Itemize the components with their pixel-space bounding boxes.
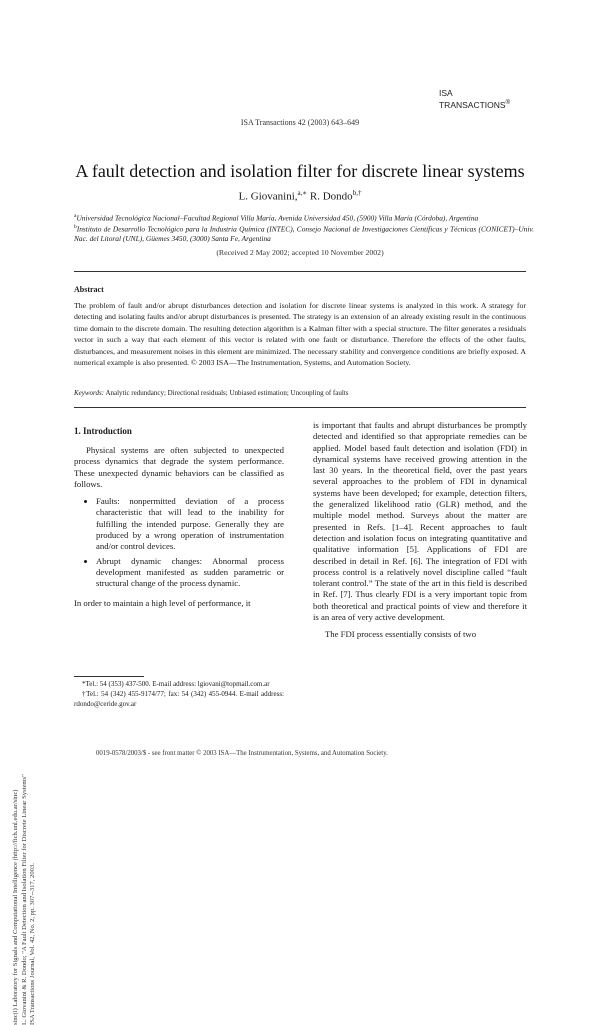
abstract-text: The problem of fault and/or abrupt disturbances detection and isolation for discrete linear systems is analyzed in this work. A strategy for detecting and isolating faults and/or abrupt disturbances is presented. The strategy is an extension of an already existing result in the continuous time domain to the discrete domain. The resulting detection algorithm is a Kalman filter with a special structure. The filter generates a residuals vector in such a way that each element of this vector is related with one fault or disturbance. Therefore the effects of the other faults, disturbances, and measurement noises in this element are minimized. The necessary stability and convergence conditions are briefly exposed. A numerical example is also presented. © 2003 ISA—The Instrumentation, Systems, and Automation Society.	[74, 301, 526, 368]
author-1-marks: a,∗	[297, 189, 308, 197]
right-column	[313, 420, 527, 647]
affiliation-a: $^a$Universidad Tecnológica Nacional–Facultad Regional Villa María, Avenida Universidad 450, (5900) Villa María (Córdoba), Argentina	[74, 213, 479, 223]
intro-paragraph-4: The FDI process essentially consists of two	[325, 629, 477, 640]
logo-line-1: ISA	[438, 88, 453, 98]
author-list	[0, 189, 600, 203]
author-2: R. Dondo	[309, 190, 353, 203]
footnote-1: *Tel.: 54 (353) 437-500. E-mail address: lgiovani@topmail.com.ar	[82, 680, 270, 688]
paper-title: A fault detection and isolation filter for discrete linear systems	[75, 161, 525, 181]
section-heading: 1. Introduction	[74, 426, 132, 436]
intro-paragraph-2: In order to maintain a high level of performance, it	[74, 597, 251, 608]
author-1: L. Giovanini,	[238, 190, 298, 203]
margin-line-1: sinc(i) Laboratory for Signals and Computational Intelligence (http://fich.unl.edu.ar/sinc)	[12, 789, 19, 1025]
author-2-marks: b,†	[352, 189, 362, 197]
affiliation-b: $^b$Instituto de Desarrollo Tecnológico para la Industria Química (INTEC), Consejo Nacional de Investigaciones Científicas y Técnicas (CONICET)–Univ. Nac. del Litoral (UNL), Güemes 3450, (3000) Santa Fe, Argentina	[74, 224, 534, 244]
affiliations	[74, 212, 534, 244]
list-item: • Faults: nonpermitted deviation of a process characteristic that will lead to the inability for fulfilling the intended purpose. Generally they are produced by a wrong operation of instrumentation and/or control devices.	[96, 496, 284, 552]
intro-paragraph-3: is important that faults and abrupt disturbances be promptly detected and identified so that appropriate remedies can be applied. Model based fault detection and isolation (FDI) in dynamical systems have received growing attention in the last 30 years. In the theoretical field, over the past years several approaches to the problem of FDI in dynamical systems have been developed; for example, detection filters, the generalized likelihood ratio (GLR) method, and the multiple model method. Surveys about the matter are presented in Refs. [1–4]. Recent approaches to fault detection and isolation focus on integrating quantitative and qualitative information [5]. Applications of FDI are described in detail in Ref. [6]. The integration of FDI with process control is a relatively novel discipline called “fault tolerant control.” The state of the art in this field is described in Ref. [7]. Thus clearly FDI is a very important topic from both theoretical and practical points of view and therefore it is an area of very active development.	[313, 420, 527, 623]
keywords	[74, 388, 526, 398]
journal-reference: ISA Transactions 42 (2003) 643–649	[240, 118, 360, 127]
keywords-text: Analytic redundancy; Directional residuals; Unbiased estimation; Uncoupling of faults	[105, 389, 349, 397]
registered-mark: ®	[505, 100, 510, 106]
footnote-2: †Tel.: 54 (342) 455-9174/77; fax: 54 (342) 455-0944. E-mail address: rdondo@ceride.gov.ar	[74, 690, 284, 708]
logo-line-2: TRANSACTIONS®	[438, 99, 510, 110]
left-column	[74, 445, 284, 615]
footnotes	[74, 679, 284, 709]
intro-paragraph-1: Physical systems are often subjected to unexpected process dynamics that degrade the system performance. These unexpected dynamic behaviors can be classified as follows.	[74, 445, 284, 489]
footnote-rule	[74, 676, 144, 677]
list-item: • Abrupt dynamic changes: Abnormal process development manifested as sudden parametric or structural change of the process dynamic.	[96, 556, 284, 590]
abstract-top-rule	[74, 271, 526, 272]
margin-line-3: ISA Transactions Journal, Vol. 42, No. 2, pp. 307--317, 2003.	[29, 863, 37, 1025]
received-dates: (Received 2 May 2002; accepted 10 November 2002)	[216, 248, 384, 257]
page-footer: 0019-0578/2003/$ - see front matter © 2003 ISA—The Instrumentation, Systems, and Automation Society.	[96, 750, 388, 757]
margin-citation-note	[12, 745, 62, 1025]
margin-line-2: L. Giovanini & R. Dondo; "A Fault Detection and Isolation Filter for Discrete Linear Systems"	[20, 774, 28, 1025]
behavior-list	[74, 496, 284, 589]
abstract-heading: Abstract	[74, 285, 104, 294]
abstract-bottom-rule	[74, 407, 526, 408]
keywords-label: Keywords:	[74, 389, 105, 397]
journal-logo	[439, 88, 510, 110]
